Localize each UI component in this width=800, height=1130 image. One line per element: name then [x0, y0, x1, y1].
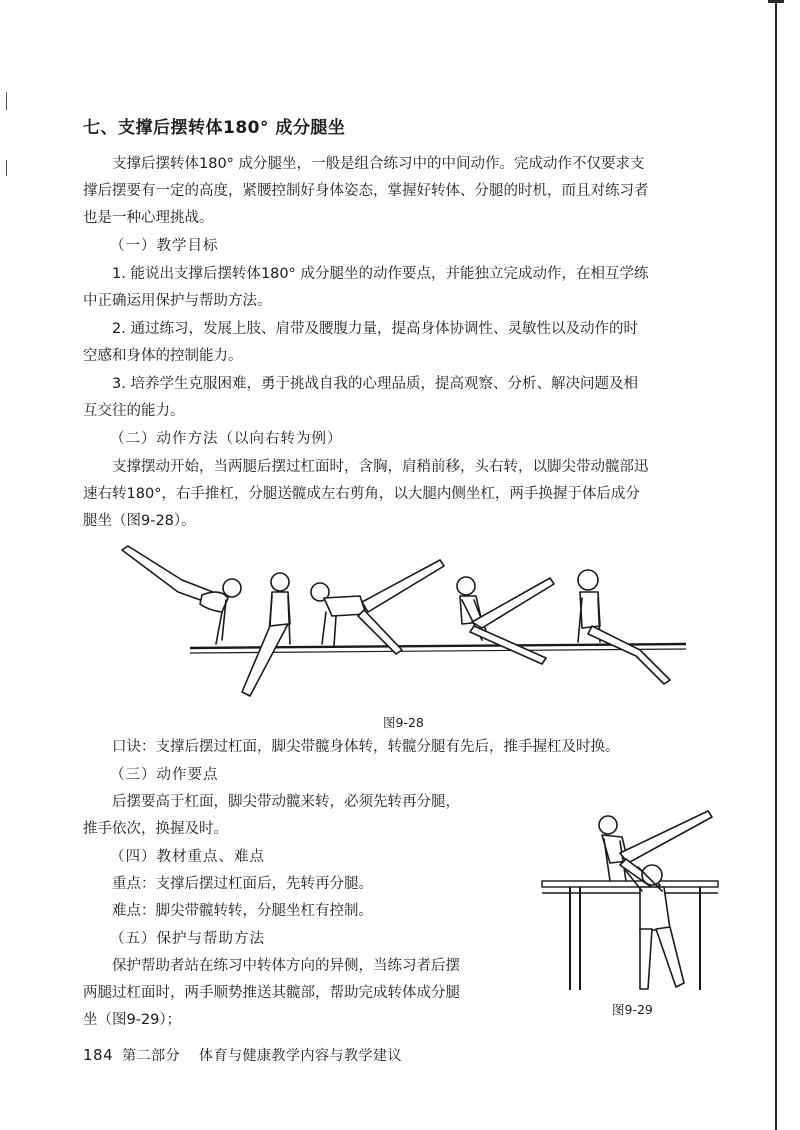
figure-9-28-caption: 图9-28	[383, 715, 424, 730]
goal-item-line: 互交往的能力。	[83, 403, 185, 419]
right-margin-rule	[775, 0, 777, 1130]
gymnast-figure-1	[122, 546, 241, 644]
focus-difficulty-line: 难点：脚尖带髋转转，分腿坐杠有控制。	[112, 903, 373, 919]
gymnast-figure-3	[311, 560, 444, 654]
goal-item-line: 2. 通过练习，发展上肢、肩带及腰腹力量，提高身体协调性、灵敏性以及动作的时	[112, 321, 638, 337]
page-footer	[83, 1045, 402, 1065]
left-margin-mark	[6, 160, 7, 176]
keypoints-line: 后摆要高于杠面，脚尖带动髋来转，必须先转再分腿，	[112, 794, 460, 810]
footer-chapter: 体育与健康教学内容与教学建议	[199, 1048, 403, 1064]
subsection-title-goals: （一）教学目标	[110, 238, 219, 254]
subsection-title-protection: （五）保护与帮助方法	[110, 931, 265, 947]
method-line: 速右转180°，右手推杠，分腿送髋成左右剪角，以大腿内侧坐杠，两手换握于体后成分	[83, 486, 640, 502]
gymnast-figure-2	[242, 573, 290, 696]
section-heading: 七、支撑后摆转体180° 成分腿坐	[83, 118, 346, 138]
goal-item-line: 中正确运用保护与帮助方法。	[83, 293, 272, 309]
protection-line: 保护帮助者站在练习中转体方向的异侧，当练习者后摆	[112, 958, 460, 974]
method-line: 支撑摆动开始，当两腿后摆过杠面时，含胸，肩稍前移，头右转，以脚尖带动髋部迅	[112, 459, 649, 475]
goal-item-line: 1. 能说出支撑后摆转体180° 成分腿坐的动作要点，并能独立完成动作，在相互学练	[112, 266, 649, 282]
gymnast-figure-5	[578, 570, 670, 684]
subsection-title-keypoints: （三）动作要点	[110, 767, 219, 783]
mnemonic-line: 口诀：支撑后摆过杠面，脚尖带髋身体转，转髋分腿有先后，推手握杠及时换。	[112, 739, 620, 755]
bar-top	[542, 881, 718, 887]
figure-9-28-illustration	[110, 540, 700, 710]
keypoints-line: 推手依次，换握及时。	[83, 821, 228, 837]
intro-line: 撑后摆要有一定的高度，紧腰控制好身体姿态，掌握好转体、分腿的时机，而且对练习者	[83, 183, 649, 199]
left-margin-mark	[6, 92, 7, 110]
figure-9-29-caption: 图9-29	[612, 1002, 653, 1017]
method-line: 腿坐（图9-28）。	[83, 513, 196, 529]
intro-line: 也是一种心理挑战。	[83, 210, 214, 226]
footer-part: 第二部分	[122, 1048, 181, 1064]
page-number: 184	[83, 1046, 114, 1064]
goal-item-line: 3. 培养学生克服困难，勇于挑战自我的心理品质，提高观察、分析、解决问题及相	[112, 376, 638, 392]
intro-line: 支撑后摆转体180° 成分腿坐，一般是组合练习中的中间动作。完成动作不仅要求支	[112, 156, 645, 172]
protection-line: 坐（图9-29）；	[83, 1012, 182, 1028]
subsection-title-focus: （四）教材重点、难点	[110, 849, 265, 865]
focus-key-line: 重点：支撑后摆过杠面后，先转再分腿。	[112, 876, 373, 892]
goal-item-line: 空感和身体的控制能力。	[83, 348, 243, 364]
protection-line: 两腿过杠面时，两手顺势推送其髋部，帮助完成转体成分腿	[83, 985, 460, 1001]
right-margin-tick	[768, 0, 784, 3]
subsection-title-method: （二）动作方法（以向右转为例）	[110, 431, 343, 447]
figure-9-29-illustration	[540, 805, 725, 995]
